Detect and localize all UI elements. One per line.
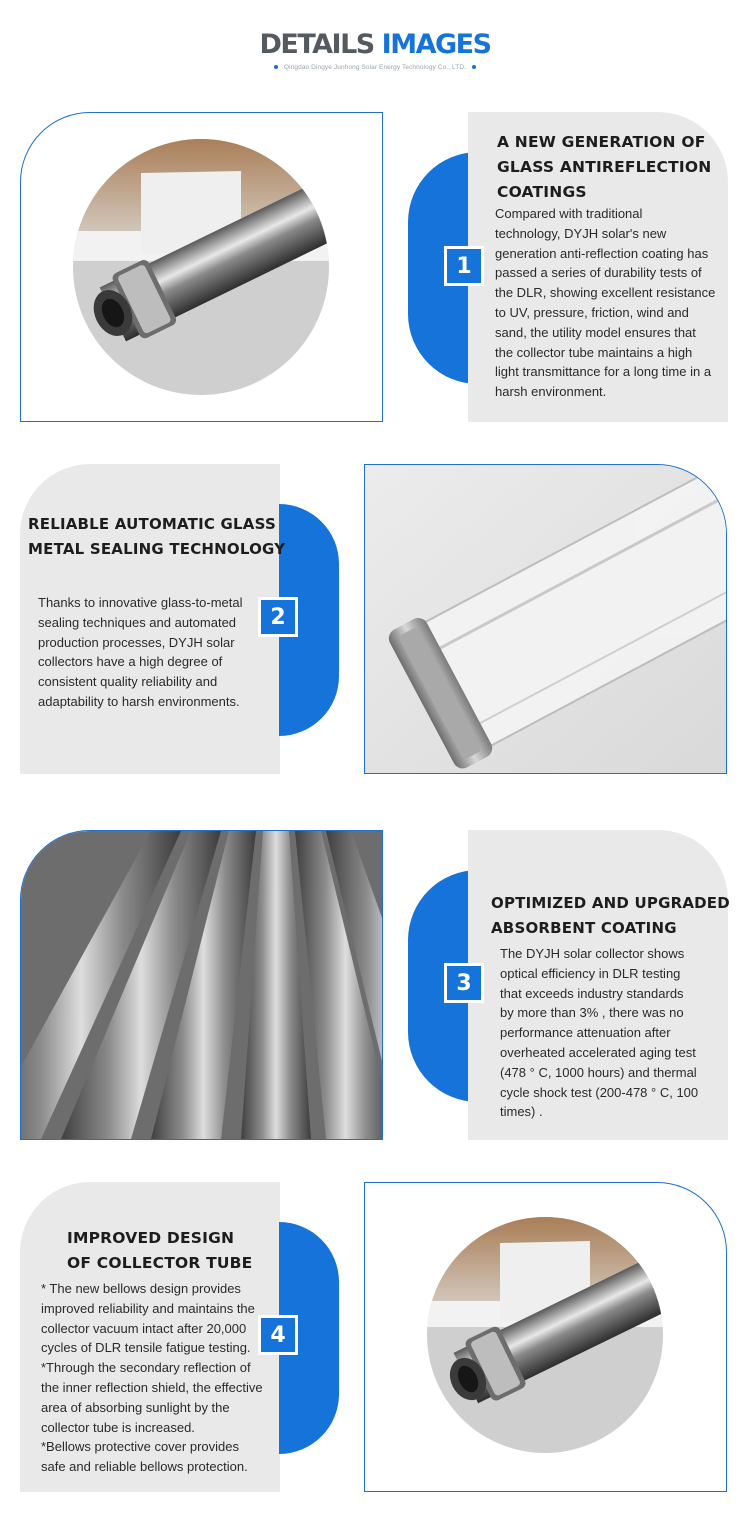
section-4-number: 4	[258, 1315, 298, 1355]
section-2-heading	[28, 512, 285, 562]
company-subtitle: Qingdao Dingye Junhong Solar Energy Technology Co., LTD.	[283, 63, 467, 71]
heading-line: ABSORBENT COATING	[491, 919, 677, 937]
section-3-number: 3	[444, 963, 484, 1003]
bullet-dot-icon	[274, 65, 278, 69]
section-3-photo-frame	[20, 830, 383, 1140]
section-2-number: 2	[258, 597, 298, 637]
section-1-heading	[497, 130, 711, 205]
body-line: sand, the utility model ensures that	[495, 324, 696, 340]
title-part-1: DETAILS	[259, 29, 374, 60]
body-line: passed a series of durability tests of	[495, 265, 702, 281]
body-line: times) .	[500, 1104, 543, 1120]
section-2-photo-frame	[364, 464, 727, 774]
body-line: production processes, DYJH solar	[38, 634, 235, 650]
absorber-tubes-photo	[21, 831, 382, 1139]
body-line: consistent quality reliability and	[38, 674, 218, 690]
section-4-body	[41, 1279, 263, 1477]
body-line: by more than 3% , there was no	[500, 1005, 684, 1021]
body-line: collector vacuum intact after 20,000	[41, 1320, 247, 1336]
section-4-photo-frame	[364, 1182, 727, 1492]
heading-line: RELIABLE AUTOMATIC GLASS	[28, 515, 276, 533]
body-line: adaptability to harsh environments.	[38, 693, 240, 709]
section-1-body	[495, 204, 715, 402]
body-line: technology, DYJH solar's new	[495, 225, 667, 241]
body-line: sealing techniques and automated	[38, 614, 237, 630]
heading-line: COATINGS	[497, 183, 587, 201]
title-part-2: IMAGES	[381, 29, 491, 60]
body-line: optical efficiency in DLR testing	[500, 965, 681, 981]
body-line: improved reliability and maintains the	[41, 1300, 255, 1316]
section-3-heading	[491, 891, 730, 941]
body-line: safe and reliable bellows protection.	[41, 1459, 248, 1475]
heading-line: A NEW GENERATION OF	[497, 133, 706, 151]
body-line: * The new bellows design provides	[41, 1281, 241, 1296]
collector-tube-photo	[365, 1183, 726, 1491]
subtitle-row	[0, 61, 750, 73]
body-line: the inner reflection shield, the effective	[41, 1379, 263, 1395]
collector-tube-photo	[21, 113, 382, 421]
heading-line: OF COLLECTOR TUBE	[67, 1254, 253, 1272]
body-line: that exceeds industry standards	[500, 985, 684, 1001]
heading-line: GLASS ANTIREFLECTION	[497, 158, 712, 176]
body-line: *Bellows protective cover provides	[41, 1439, 239, 1455]
body-line: the collector tube maintains a high	[495, 344, 693, 360]
body-line: overheated accelerated aging test	[500, 1044, 696, 1060]
body-line: the DLR, showing excellent resistance	[495, 285, 716, 301]
section-1-number: 1	[444, 246, 484, 286]
body-line: to UV, pressure, friction, wind and	[495, 304, 689, 320]
body-line: cycle shock test (200-478 ° C, 100	[500, 1084, 699, 1100]
bullet-dot-icon	[472, 65, 476, 69]
body-line: cycles of DLR tensile fatigue testing.	[41, 1340, 251, 1356]
section-3-body	[500, 944, 698, 1122]
body-line: generation anti-reflection coating has	[495, 245, 709, 261]
heading-line: METAL SEALING TECHNOLOGY	[28, 540, 286, 558]
body-line: The DYJH solar collector shows	[500, 946, 685, 961]
body-line: area of absorbing sunlight by the	[41, 1399, 230, 1415]
body-line: light transmittance for a long time in a	[495, 364, 712, 380]
heading-line: OPTIMIZED AND UPGRADED	[491, 894, 730, 912]
body-line: (478 ° C, 1000 hours) and thermal	[500, 1064, 697, 1080]
page-title	[0, 28, 750, 62]
section-1-photo-frame	[20, 112, 383, 422]
glass-seal-photo	[365, 465, 726, 773]
body-line: Thanks to innovative glass-to-metal	[38, 595, 243, 610]
body-line: Compared with traditional	[495, 206, 643, 221]
body-line: harsh environment.	[495, 384, 607, 400]
heading-line: IMPROVED DESIGN	[67, 1229, 235, 1247]
body-line: *Through the secondary reflection of	[41, 1360, 251, 1376]
section-4-heading	[67, 1226, 252, 1276]
section-2-body	[38, 593, 242, 712]
body-line: performance attenuation after	[500, 1025, 671, 1041]
body-line: collectors have a high degree of	[38, 654, 223, 670]
body-line: collector tube is increased.	[41, 1419, 195, 1435]
